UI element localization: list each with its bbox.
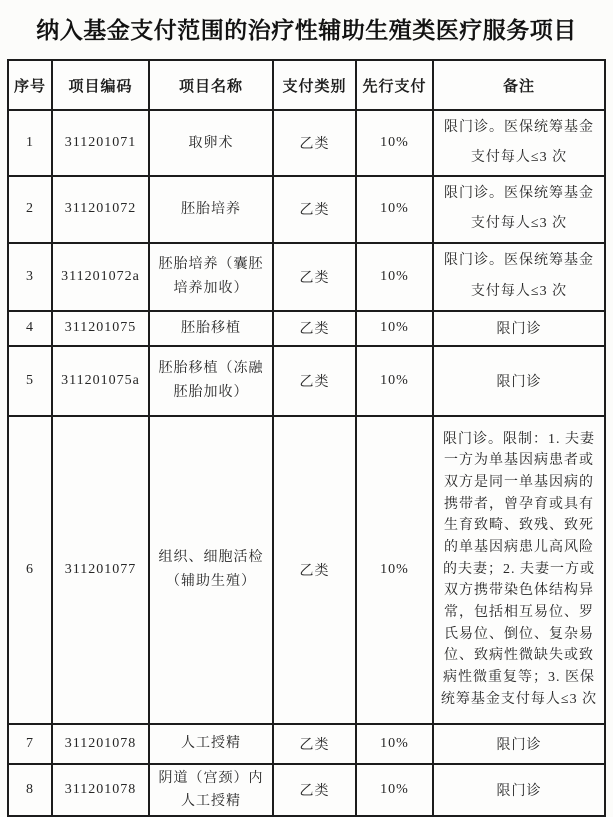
table-row bbox=[8, 764, 605, 816]
column-header-category: 支付类别 bbox=[273, 60, 356, 110]
cell-advance: 10% bbox=[356, 764, 433, 816]
column-header-seq: 序号 bbox=[8, 60, 52, 110]
table-header-row bbox=[8, 60, 605, 110]
cell-category: 乙类 bbox=[273, 724, 356, 764]
cell-remark: 限门诊 bbox=[433, 724, 605, 764]
table-row bbox=[8, 176, 605, 242]
cell-code: 311201078 bbox=[52, 724, 149, 764]
cell-seq: 7 bbox=[8, 724, 52, 764]
cell-seq: 4 bbox=[8, 311, 52, 346]
cell-advance: 10% bbox=[356, 110, 433, 176]
cell-code: 311201071 bbox=[52, 110, 149, 176]
cell-remark: 限门诊 bbox=[433, 346, 605, 416]
table-row bbox=[8, 416, 605, 724]
cell-category: 乙类 bbox=[273, 311, 356, 346]
table-row bbox=[8, 110, 605, 176]
cell-remark: 限门诊。医保统筹基金支付每人≤3 次 bbox=[433, 110, 605, 176]
cell-advance: 10% bbox=[356, 724, 433, 764]
table-row bbox=[8, 346, 605, 416]
cell-code: 311201075 bbox=[52, 311, 149, 346]
cell-name: 取卵术 bbox=[149, 110, 273, 176]
cell-remark: 限门诊。医保统筹基金支付每人≤3 次 bbox=[433, 176, 605, 242]
cell-remark: 限门诊 bbox=[433, 764, 605, 816]
cell-name: 组织、细胞活检（辅助生殖） bbox=[149, 416, 273, 724]
cell-name: 胚胎培养（囊胚培养加收） bbox=[149, 243, 273, 311]
cell-category: 乙类 bbox=[273, 346, 356, 416]
page-title: 纳入基金支付范围的治疗性辅助生殖类医疗服务项目 bbox=[36, 17, 577, 43]
column-header-code: 项目编码 bbox=[52, 60, 149, 110]
cell-seq: 5 bbox=[8, 346, 52, 416]
cell-advance: 10% bbox=[356, 176, 433, 242]
cell-code: 311201075a bbox=[52, 346, 149, 416]
table-row bbox=[8, 243, 605, 311]
cell-advance: 10% bbox=[356, 346, 433, 416]
column-header-advance: 先行支付 bbox=[356, 60, 433, 110]
cell-seq: 8 bbox=[8, 764, 52, 816]
table-row bbox=[8, 724, 605, 764]
cell-name: 人工授精 bbox=[149, 724, 273, 764]
cell-code: 311201077 bbox=[52, 416, 149, 724]
cell-remark: 限门诊 bbox=[433, 311, 605, 346]
cell-category: 乙类 bbox=[273, 176, 356, 242]
services-table bbox=[7, 59, 606, 817]
cell-name: 胚胎移植 bbox=[149, 311, 273, 346]
cell-remark: 限门诊。限制：1. 夫妻一方为单基因病患者或双方是同一单基因病的携带者，曾孕育或具有生育致畸、致残、致死的单基因病患儿高风险的夫妻；2. 夫妻一方或双方携带染色体结构异常，包括相互易位、罗氏易位、倒位、复杂易位、致病性微缺失或致病性微重复等；3. 医保统筹基金支付每人≤3 次 bbox=[433, 416, 605, 724]
table-row bbox=[8, 311, 605, 346]
cell-seq: 6 bbox=[8, 416, 52, 724]
cell-name: 阴道（宫颈）内人工授精 bbox=[149, 764, 273, 816]
cell-remark: 限门诊。医保统筹基金支付每人≤3 次 bbox=[433, 243, 605, 311]
cell-advance: 10% bbox=[356, 416, 433, 724]
cell-seq: 1 bbox=[8, 110, 52, 176]
cell-name: 胚胎移植（冻融胚胎加收） bbox=[149, 346, 273, 416]
cell-name: 胚胎培养 bbox=[149, 176, 273, 242]
cell-category: 乙类 bbox=[273, 764, 356, 816]
cell-category: 乙类 bbox=[273, 416, 356, 724]
cell-code: 311201072 bbox=[52, 176, 149, 242]
cell-category: 乙类 bbox=[273, 110, 356, 176]
column-header-name: 项目名称 bbox=[149, 60, 273, 110]
column-header-remark: 备注 bbox=[433, 60, 605, 110]
cell-code: 311201078 bbox=[52, 764, 149, 816]
cell-category: 乙类 bbox=[273, 243, 356, 311]
cell-code: 311201072a bbox=[52, 243, 149, 311]
cell-seq: 3 bbox=[8, 243, 52, 311]
cell-advance: 10% bbox=[356, 243, 433, 311]
cell-advance: 10% bbox=[356, 311, 433, 346]
cell-seq: 2 bbox=[8, 176, 52, 242]
